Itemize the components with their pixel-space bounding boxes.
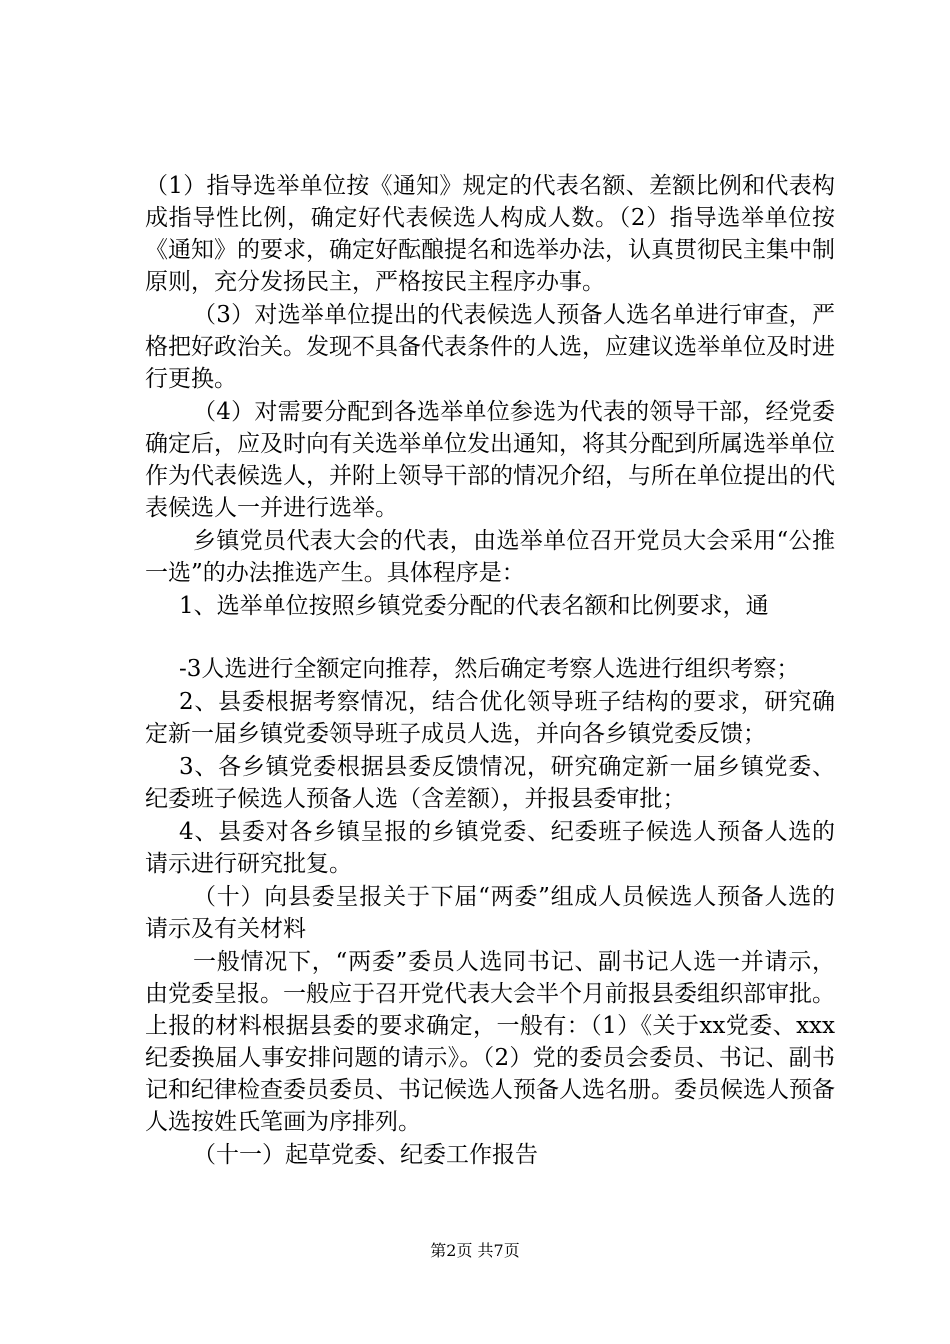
paragraph-5: 1、选举单位按照乡镇党委分配的代表名额和比例要求，通 [179,593,769,619]
paragraph-7: 2、县委根据考察情况，结合优化领导班子结构的要求，研究确定新一届乡镇党委领导班子成员人选，并向各乡镇党委反馈； [145,689,835,747]
paragraph-10: 一般情况下，“两委”委员人选同书记、副书记人选一并请示，由党委呈报。一般应于召开党代表大会半个月前报县委组织部审批。上报的材料根据县委的要求确定，一般有：（1）《关于xx党委、xxx纪委换届人事安排问题的请示》。（2）党的委员会委员、书记、副书记和纪律检查委员委员、书记候选人预备人选名册。委员候选人预备人选按姓氏笔画为序排列。 [145,949,835,1135]
paragraph-1: （1）指导选举单位按《通知》规定的代表名额、差额比例和代表构成指导性比例，确定好代表候选人构成人数。（2）指导选举单位按《通知》的要求，确定好酝酿提名和选举办法，认真贯彻民主集中制原则，充分发扬民主，严格按民主程序办事。 [145,173,835,295]
page-footer: 第2页 共7页 [430,1241,520,1260]
paragraph-9: 4、县委对各乡镇呈报的乡镇党委、纪委班子候选人预备人选的请示进行研究批复。 [145,819,835,877]
paragraph-3: （4）对需要分配到各选举单位参选为代表的领导干部，经党委确定后，应及时向有关选举单位发出通知，将其分配到所属选举单位作为代表候选人，并附上领导干部的情况介绍，与所在单位提出的代表候选人一并进行选举。 [145,399,835,521]
paragraph-gap [145,623,835,653]
paragraph-2: （3）对选举单位提出的代表候选人预备人选名单进行审查，严格把好政治关。发现不具备代表条件的人选，应建议选举单位及时进行更换。 [145,302,835,392]
paragraph-8: 3、各乡镇党委根据县委反馈情况，研究确定新一届乡镇党委、纪委班子候选人预备人选（含差额），并报县委审批； [145,754,835,812]
paragraph-6: -3人选进行全额定向推荐，然后确定考察人选进行组织考察； [179,656,800,682]
section-heading-10: （十）向县委呈报关于下届“两委”组成人员候选人预备人选的请示及有关材料 [145,884,835,942]
document-body [145,170,835,1172]
section-heading-11: （十一）起草党委、纪委工作报告 [193,1142,538,1168]
paragraph-4: 乡镇党员代表大会的代表，由选举单位召开党员大会采用“公推一选”的办法推选产生。具体程序是： [145,528,835,586]
